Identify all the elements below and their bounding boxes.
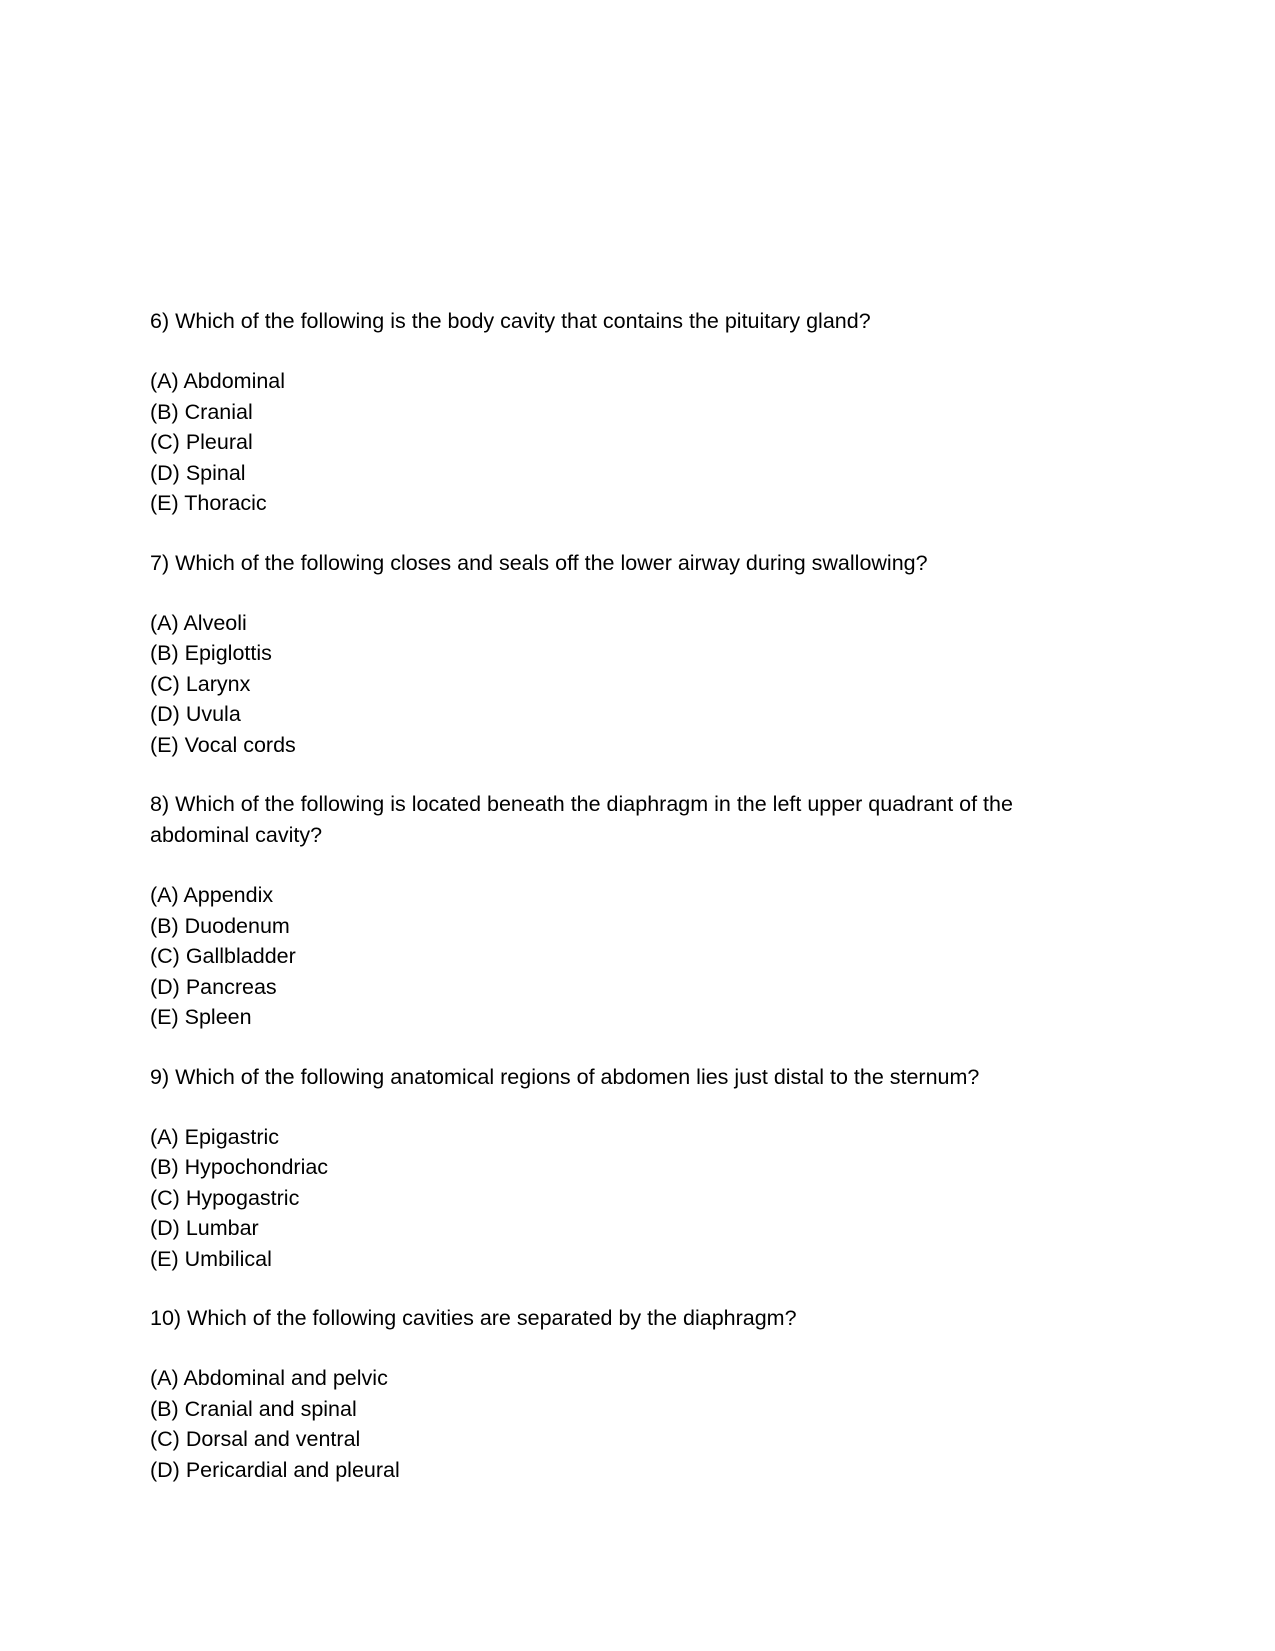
option-d: (D) Pericardial and pleural [150, 1457, 400, 1482]
answer-options [150, 1122, 1110, 1275]
option-d: (D) Lumbar [150, 1216, 259, 1240]
question-10 [150, 1303, 1110, 1485]
question-7 [150, 548, 1110, 761]
option-b: (B) Duodenum [150, 913, 290, 938]
option-c: (C) Gallbladder [150, 944, 296, 968]
option-d: (D) Spinal [150, 460, 246, 485]
question-text: 7) Which of the following closes and seals off the lower airway during swallowing? [150, 550, 928, 575]
question-text: 9) Which of the following anatomical regions of abdomen lies just distal to the sternum? [150, 1064, 980, 1089]
option-e: (E) Spleen [150, 1005, 252, 1029]
question-text: 6) Which of the following is the body cavity that contains the pituitary gland? [150, 309, 871, 333]
question-text: 10) Which of the following cavities are separated by the diaphragm? [150, 1306, 797, 1330]
option-c: (C) Larynx [150, 671, 251, 696]
option-b: (B) Hypochondriac [150, 1155, 329, 1179]
option-b: (B) Cranial [150, 399, 253, 424]
option-a: (A) Epigastric [150, 1124, 280, 1149]
option-c: (C) Pleural [150, 430, 253, 454]
question-8 [150, 789, 1110, 1033]
option-a: (A) Abdominal and pelvic [150, 1366, 388, 1390]
answer-options [150, 608, 1110, 761]
answer-options [150, 366, 1110, 519]
question-6 [150, 306, 1110, 519]
option-e: (E) Umbilical [150, 1246, 272, 1271]
answer-options [150, 1363, 1110, 1485]
option-b: (B) Epiglottis [150, 641, 272, 665]
option-a: (A) Alveoli [150, 610, 247, 635]
option-b: (B) Cranial and spinal [150, 1396, 357, 1421]
option-e: (E) Vocal cords [150, 732, 296, 757]
option-a: (A) Abdominal [150, 369, 286, 393]
option-e: (E) Thoracic [150, 491, 267, 515]
option-d: (D) Pancreas [150, 974, 277, 999]
answer-options [150, 880, 1110, 1033]
option-c: (C) Dorsal and ventral [150, 1427, 361, 1451]
document-page [150, 306, 1110, 1514]
question-text: 8) Which of the following is located beneath the diaphragm in the left upper quadrant of the abdominal cavity? [150, 792, 1019, 847]
option-d: (D) Uvula [150, 702, 241, 726]
option-c: (C) Hypogastric [150, 1185, 300, 1210]
question-9 [150, 1062, 1110, 1275]
option-a: (A) Appendix [150, 883, 274, 907]
